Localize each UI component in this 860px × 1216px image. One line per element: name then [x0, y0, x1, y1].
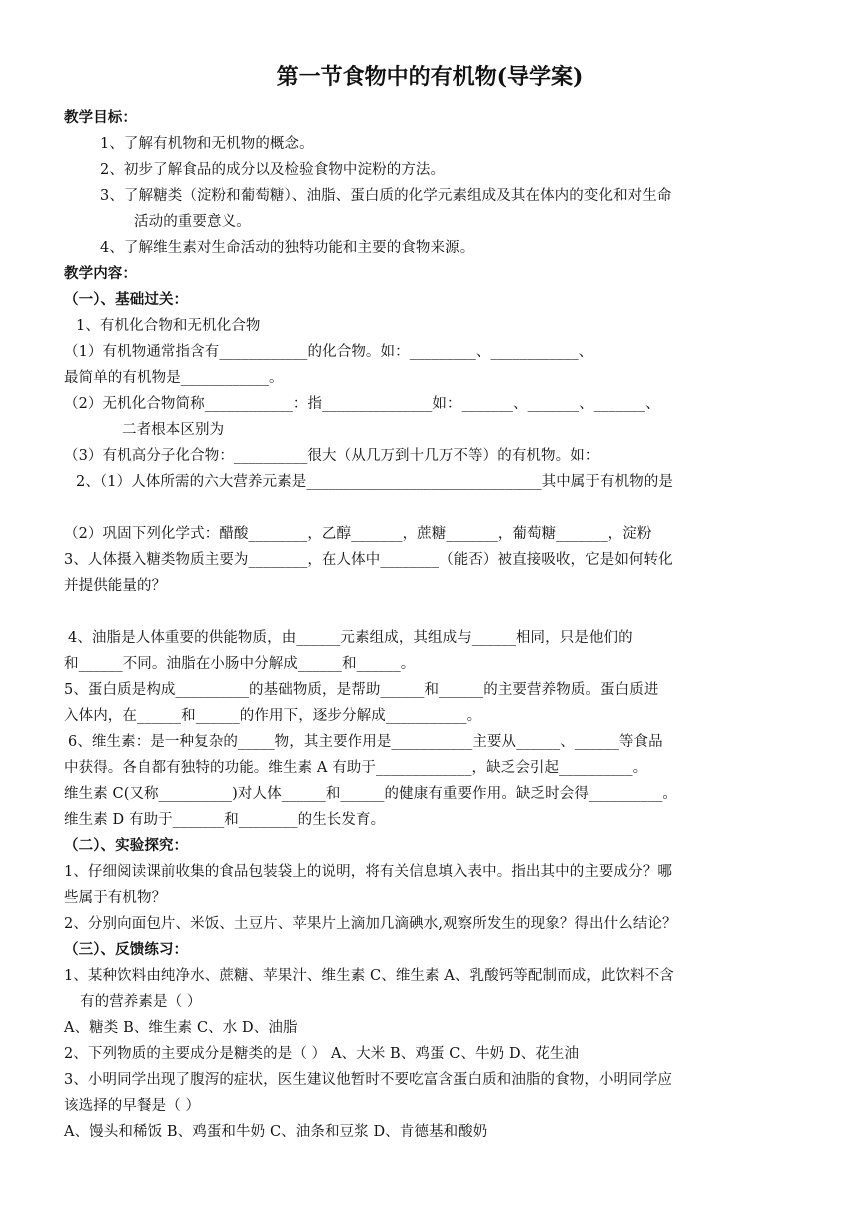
question-line: 该选择的早餐是（ ）	[64, 1098, 201, 1114]
question-line: 入体内，在______和______的作用下，逐步分解成___________。	[64, 708, 482, 724]
answer-options: A、馒头和稀饭 B、鸡蛋和牛奶 C、油条和豆浆 D、肯德基和酸奶	[64, 1124, 488, 1140]
question-line: （1）有机物通常指含有____________的化合物。如：_________、____________、	[64, 344, 594, 360]
question-line: （3）有机高分子化合物：__________很大（从几万到十几万不等）的有机物。如：	[64, 448, 600, 464]
section-heading-experiment: （二）、实验探究：	[64, 837, 189, 854]
question-line: 中获得。各自都有独特的功能。维生素 A 有助于_____________，缺乏会引起__________。	[64, 760, 648, 776]
question-line: 维生素 C(又称__________)对人体______和______的健康有重要作用。缺乏时会得__________。	[64, 786, 678, 802]
objective-line: 2、初步了解食品的成分以及检验食物中淀粉的方法。	[100, 162, 446, 178]
question-line: 二者根本区别为	[122, 422, 225, 438]
question-line: 3、小明同学出现了腹泻的症状，医生建议他暂时不要吃富含蛋白质和油脂的食物，小明同学应	[64, 1072, 672, 1088]
question-line: 4、油脂是人体重要的供能物质，由______元素组成，其组成与______相同，只是他们的	[68, 630, 633, 646]
question-line: 6、维生素：是一种复杂的_____物，其主要作用是___________主要从______、______等食品	[68, 734, 663, 750]
question-line: 1、某种饮料由纯净水、蔗糖、苹果汁、维生素 C、维生素 A、乳酸钙等配制而成，此饮料不含	[64, 968, 674, 984]
question-line: 有的营养素是（ ）	[80, 994, 202, 1010]
question-line: （2）无机化合物简称____________：指_______________如：_______、_______、_______、	[64, 396, 660, 412]
section-heading-objectives: 教学目标：	[64, 109, 137, 126]
question-line: 维生素 D 有助于_______和________的生长发育。	[64, 812, 386, 828]
question-line: 些属于有机物？	[64, 890, 167, 906]
page-title: 第一节食物中的有机物(导学案)	[276, 64, 584, 90]
section-heading-basics: （一）、基础过关：	[64, 291, 189, 308]
objective-line: 3、了解糖类（淀粉和葡萄糖）、油脂、蛋白质的化学元素组成及其在体内的变化和对生命	[100, 188, 672, 204]
question-line: 1、仔细阅读课前收集的食品包装袋上的说明，将有关信息填入表中。指出其中的主要成分？哪	[64, 864, 672, 880]
question-line: （2）巩固下列化学式：醋酸________，乙醇_______，蔗糖_______，葡萄糖_______，淀粉	[64, 526, 652, 542]
section-heading-practice: （三）、反馈练习：	[64, 941, 189, 958]
objective-line: 1、了解有机物和无机物的概念。	[100, 136, 314, 152]
question-line: 3、人体摄入糖类物质主要为________，在人体中________（能否）被直接吸收，它是如何转化	[64, 552, 673, 568]
question-line: 最简单的有机物是____________。	[64, 370, 284, 386]
objective-line: 活动的重要意义。	[134, 214, 251, 230]
question-line: 5、蛋白质是构成__________的基础物质，是帮助______和______的主要营养物质。蛋白质进	[64, 682, 659, 698]
question-line: 2、下列物质的主要成分是糖类的是（ ） A、大米 B、鸡蛋 C、牛奶 D、花生油	[64, 1046, 580, 1062]
question-line: 并提供能量的？	[64, 578, 167, 594]
question-line: 1、有机化合物和无机化合物	[76, 318, 261, 334]
question-line: 和______不同。油脂在小肠中分解成______和______。	[64, 656, 416, 672]
answer-options: A、糖类 B、维生素 C、水 D、油脂	[64, 1020, 298, 1036]
question-line: 2、分别向面包片、米饭、土豆片、苹果片上滴加几滴碘水,观察所发生的现象？得出什么结论？	[64, 916, 677, 932]
question-line: 2、（1）人体所需的六大营养元素是________________________________其中属于有机物的是	[76, 474, 673, 490]
objective-line: 4、了解维生素对生命活动的独特功能和主要的食物来源。	[100, 240, 475, 256]
section-heading-content: 教学内容：	[64, 265, 137, 282]
